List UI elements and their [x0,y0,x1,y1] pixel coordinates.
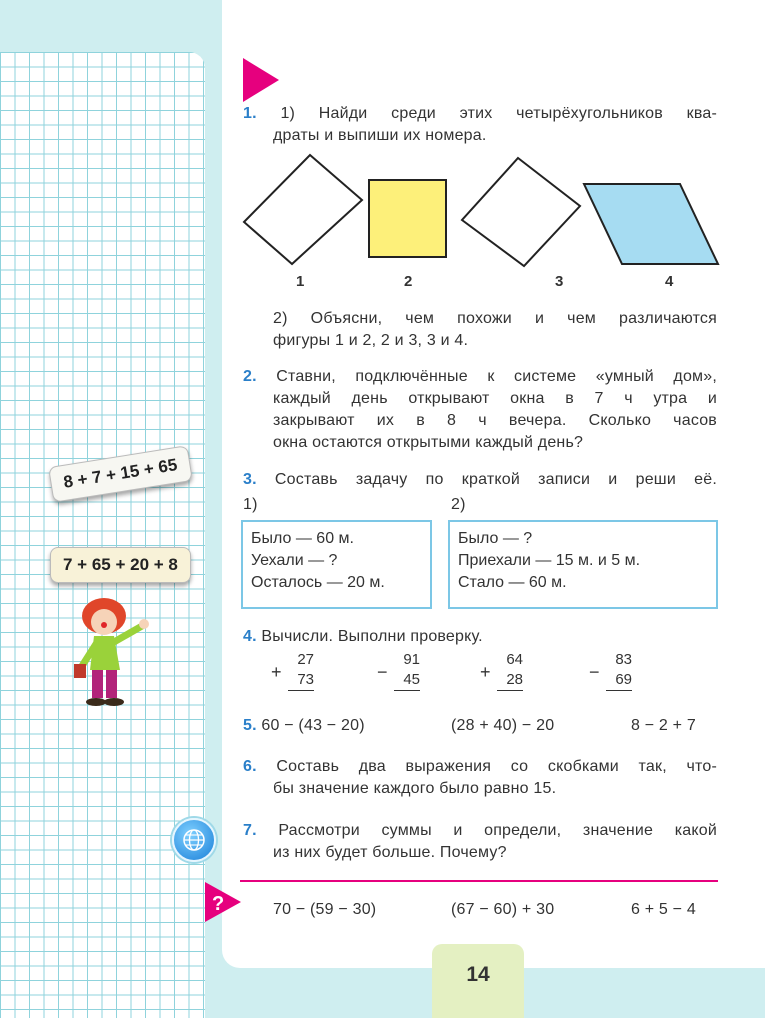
column-sign-1: + [271,662,282,682]
shape-label-3: 3 [555,273,564,290]
task5-number: 5. [243,717,257,734]
shape-label-2: 2 [404,273,413,290]
box1-line2: Уехали — ? [251,552,338,569]
expression-tag-2: 7 + 65 + 20 + 8 [50,547,191,583]
grid-panel [0,52,205,1018]
task6-number: 6. [243,758,257,775]
shape-2-square [369,180,446,257]
column3-top: 64 [506,651,523,668]
task2-line2: каждый день открывают окна в 7 ч утра и [273,390,717,407]
task1-line2: драты и выпиши их номера. [273,127,487,144]
shape-label-4: 4 [665,273,674,290]
task2-number: 2. [243,368,257,385]
clown-character-illustration [64,596,160,708]
section-start-marker-icon [243,58,279,102]
column3-bottom: 28 [506,671,523,688]
bonus-expr1: 70 − (59 − 30) [273,901,377,918]
task7-number: 7. [243,822,257,839]
column2-bottom: 45 [403,671,420,688]
task3-number: 3. [243,471,257,488]
column-calc-1 [288,650,314,691]
column1-bottom: 73 [297,671,314,688]
box2-line3: Стало — 60 м. [458,574,567,591]
box2-line2: Приехали — 15 м. и 5 м. [458,552,641,569]
bonus-divider [240,880,718,882]
task3-line: 3. Составь задачу по краткой записи и реши её. [243,471,717,488]
shape-label-1: 1 [296,273,305,290]
task5-expr1: 60 − (43 − 20) [261,717,365,734]
column-sign-3: + [480,662,491,682]
task2-line1: 2. Ставни, подключённые к системе «умный дом», [243,368,717,385]
task7-line2: из них будет больше. Почему? [273,844,507,861]
task1-line1: 1. 1) Найди среди этих четырёхугольников ква- [243,105,717,122]
task1-number: 1. [243,105,257,122]
short-record-box-1 [241,520,432,609]
column-calc-3 [497,650,523,691]
task4-number: 4. [243,628,257,645]
task3-sub1-label: 1) [243,496,258,513]
short-record-box-2 [448,520,718,609]
column-calc-2 [394,650,420,691]
shape-3-square [462,158,580,266]
task6-line1: 6. Составь два выражения со скобками так, что- [243,758,717,775]
box2-line1: Было — ? [458,530,533,547]
task5-expr2: (28 + 40) − 20 [451,717,555,734]
shape-4-rhombus [584,184,718,264]
task4-line: 4. Вычисли. Выполни проверку. [243,628,483,645]
column-calc-4 [606,650,632,691]
svg-text:?: ? [212,893,225,915]
task7-line1: 7. Рассмотри суммы и определи, значение какой [243,822,717,839]
bonus-expr2: (67 − 60) + 30 [451,901,555,918]
task5-expr3: 8 − 2 + 7 [631,717,696,734]
shape-1-rhombus [244,155,362,264]
column-sign-4: − [589,662,600,682]
column-sign-2: − [377,662,388,682]
expression-tag-1: 8 + 7 + 15 + 65 [48,445,193,503]
task1-part2-line2: фигуры 1 и 2, 2 и 3, 3 и 4. [273,332,469,349]
question-mark-icon [205,880,241,924]
box1-line1: Было — 60 м. [251,530,354,547]
task1-part2-line1: 2) Объясни, чем похожи и чем различаются [273,310,717,327]
column4-bottom: 69 [615,671,632,688]
task2-line4: окна остаются открытыми каждый день? [273,434,584,451]
column2-top: 91 [403,651,420,668]
box1-line3: Осталось — 20 м. [251,574,385,591]
bonus-expr3: 6 + 5 − 4 [631,901,696,918]
task5-line [243,715,365,737]
quadrilaterals-figure [240,150,725,270]
task2-line3: закрывают их в 8 ч вечера. Сколько часов [273,412,717,429]
page-number: 14 [432,944,524,1018]
task3-sub2-label: 2) [451,496,466,513]
column4-top: 83 [615,651,632,668]
globe-icon[interactable] [172,818,216,862]
column1-top: 27 [297,651,314,668]
task6-line2: бы значение каждого было равно 15. [273,780,557,797]
